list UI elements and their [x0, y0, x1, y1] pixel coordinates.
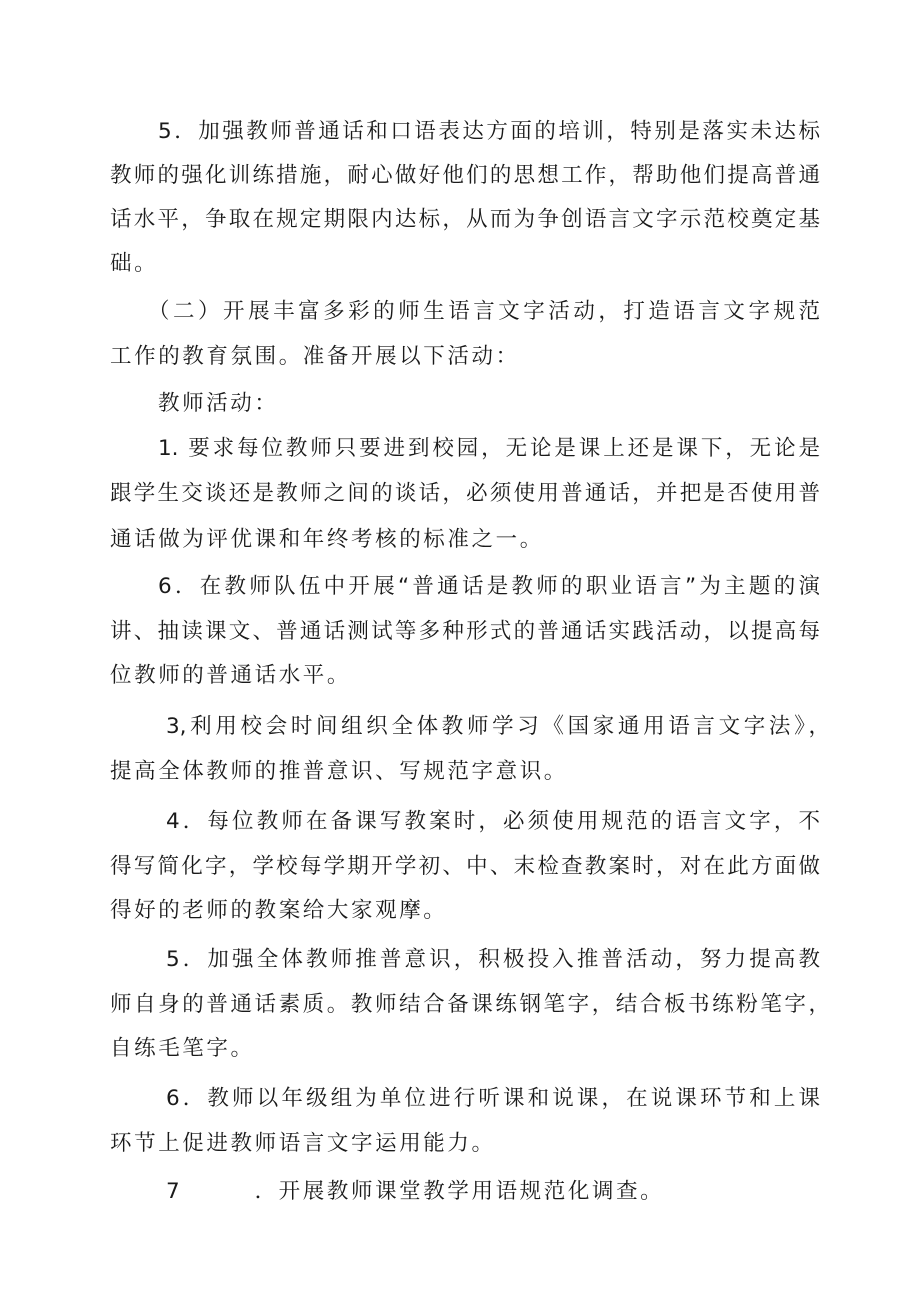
- paragraph-line: 通话做为评优课和年终考核的标准之一。: [110, 527, 544, 552]
- section-heading-line: （二）开展丰富多彩的师生语言文字活动，打造语言文字规范: [148, 299, 820, 324]
- paragraph-line: 师自身的普通话素质。教师结合备课练钢笔字，结合板书练粉笔字，: [110, 992, 830, 1017]
- paragraph-line: 6．在教师队伍中开展“普通话是教师的职业语言”为主题的演: [158, 574, 820, 599]
- paragraph-line: 讲、抽读课文、普通话测试等多种形式的普通话实践活动，以提高每: [110, 619, 820, 644]
- paragraph-line: 3,利用校会时间组织全体教师学习《国家通用语言文字法》，: [166, 714, 830, 739]
- paragraph-line: 自练毛笔字。: [110, 1036, 255, 1061]
- paragraph-line: 得写简化字，学校每学期开学初、中、末检查教案时，对在此方面做: [110, 854, 820, 879]
- paragraph-line: 5．加强全体教师推普意识，积极投入推普活动，努力提高教: [166, 947, 820, 972]
- paragraph-line: 6．教师以年级组为单位进行听课和说课，在说课环节和上课: [166, 1086, 820, 1111]
- paragraph-line: 1. 要求每位教师只要进到校园，无论是课上还是课下，无论是: [158, 436, 820, 461]
- paragraph-line: 5．加强教师普通话和口语表达方面的培训，特别是落实未达标: [158, 119, 820, 144]
- paragraph-line: 教师的强化训练措施，耐心做好他们的思想工作，帮助他们提高普通: [110, 163, 820, 188]
- paragraph-line: 提高全体教师的推普意识、写规范字意识。: [110, 759, 568, 784]
- paragraph-line: 础。: [110, 251, 159, 276]
- paragraph-line: 环节上促进教师语言文字运用能力。: [110, 1131, 496, 1156]
- paragraph-line: 得好的老师的教案给大家观摩。: [110, 898, 448, 923]
- paragraph-line: 位教师的普通话水平。: [110, 663, 352, 688]
- paragraph-line: 跟学生交谈还是教师之间的谈话，必须使用普通话，并把是否使用普: [110, 481, 820, 506]
- paragraph-line: 7 ．开展教师课堂教学用语规范化调查。: [166, 1179, 665, 1204]
- section-heading-line: 工作的教育氛围。准备开展以下活动：: [110, 344, 520, 369]
- subheading-teacher-activities: 教师活动：: [158, 391, 279, 416]
- paragraph-line: 话水平，争取在规定期限内达标，从而为争创语言文字示范校奠定基: [110, 207, 820, 232]
- paragraph-line: 4．每位教师在备课写教案时，必须使用规范的语言文字，不: [166, 809, 820, 834]
